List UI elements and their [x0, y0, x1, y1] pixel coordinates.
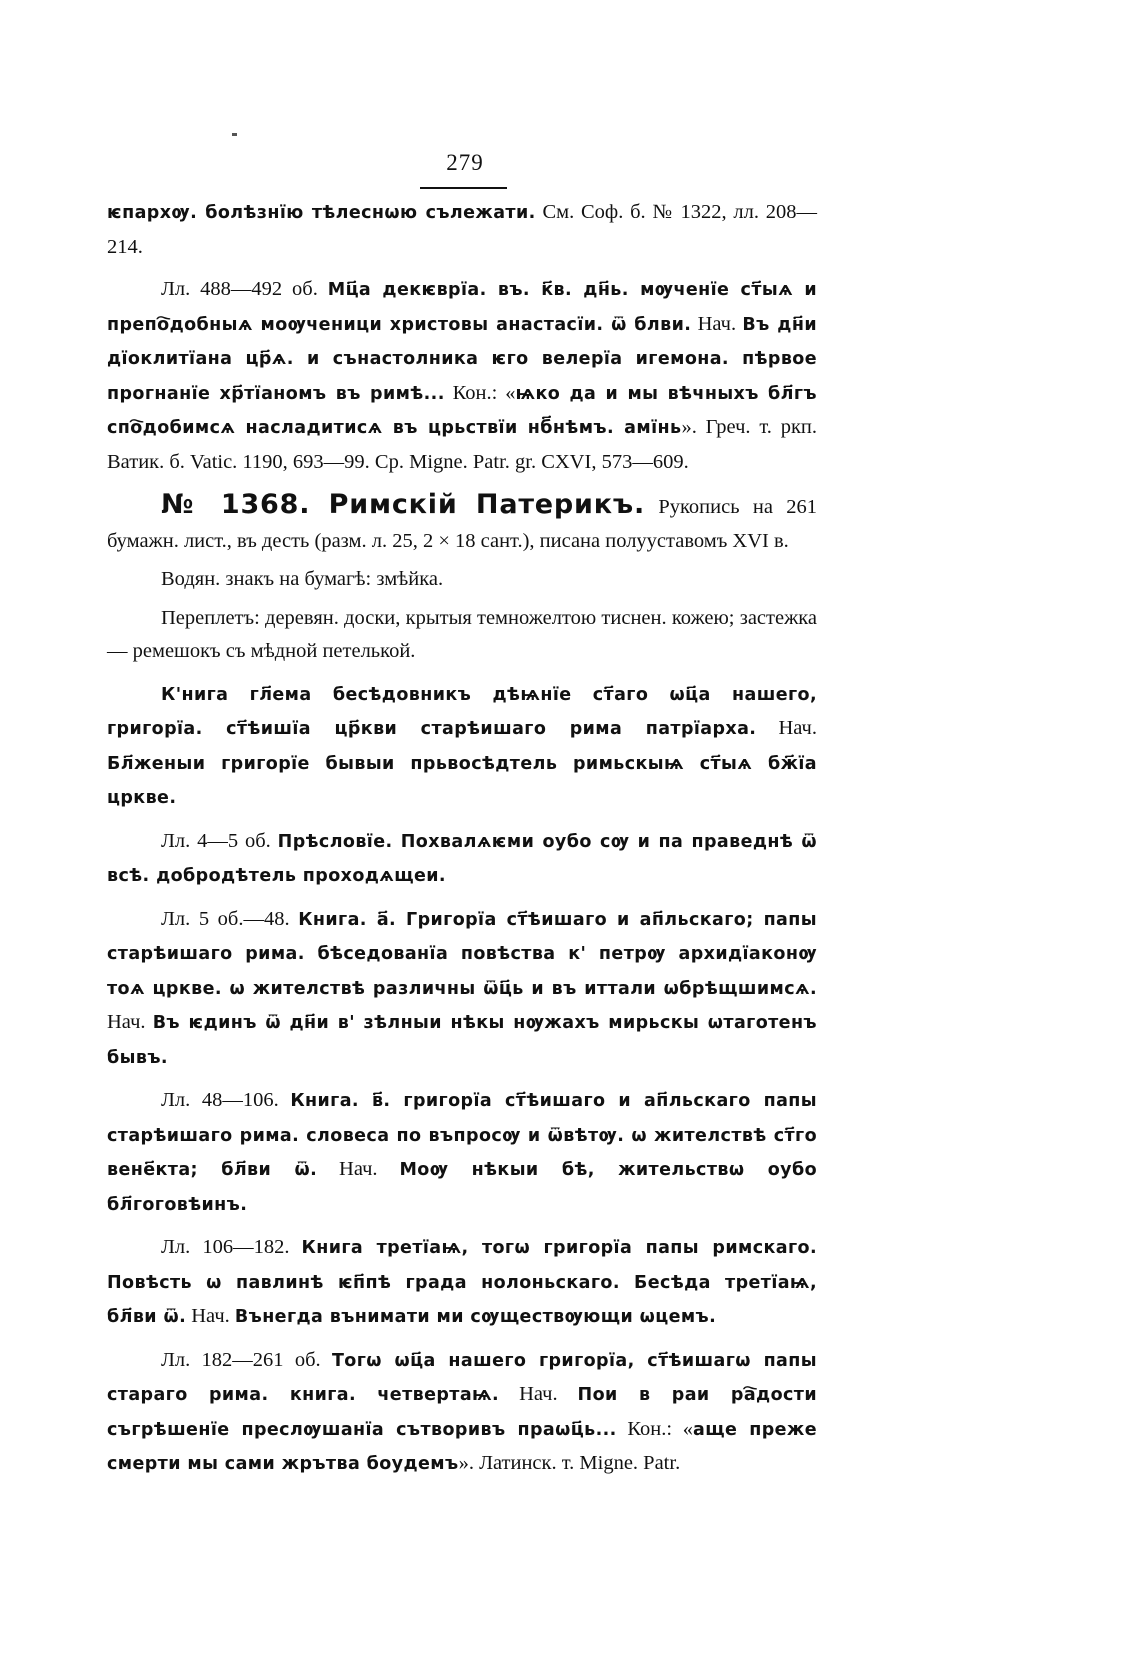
text-run: Кон.: «: [616, 1417, 693, 1440]
entry-1368-heading-paragraph: [107, 488, 817, 558]
text-run: Водян. знакъ на бумагѣ: змѣйка.: [161, 568, 444, 590]
main-text: [107, 196, 817, 1491]
church-slavonic-run: ѩко да и мы вѣчныхъ бл҃гъ спо҇добимсѧ насладитисѧ въ црьствїи нб҃нѣмъ. амїнь: [107, 383, 817, 438]
text-run: См. Соф. б. № 1322, лл. 208—214.: [107, 201, 817, 258]
church-slavonic-run: Вънегда вънимати ми сѹществѹющи ѡцемъ.: [234, 1307, 717, 1327]
text-run: Лл. 4—5 об.: [161, 829, 278, 852]
paragraph-book-2: [107, 1084, 817, 1222]
church-slavonic-run: Мц҃а декѥврїа. въ. к҃в. дн҃ь. мѹченїе ст҃ыѧ и препо҇добныѧ моѹченици христовы анастасїи. ѿ блви.: [107, 280, 817, 335]
text-run: Лл. 488—492 об.: [161, 278, 328, 300]
paragraph-watermark: [107, 563, 817, 597]
text-run: Нач.: [317, 1158, 400, 1180]
church-slavonic-run: Пои в раи ра҇дости съгрѣшенїе преслѹшанїа сътворивъ праѡц҃ь...: [107, 1385, 817, 1440]
paragraph-binding: [107, 602, 817, 669]
text-run: ». Греч. т. ркп. Ватик. б. Vatic. 1190, 693—99. Ср. Migne. Patr. gr. CXVI, 573—609.: [107, 416, 818, 473]
church-slavonic-run: ѥпархѹ. болѣзнїю тѣлеснѡю сълежати.: [107, 203, 536, 223]
text-run: Переплетъ: деревян. доски, крытыя темножелтою тиснен. кожею; застежка — ремешокъ съ мѣдной петелькой.: [107, 606, 817, 662]
paragraph-book-4: [107, 1344, 817, 1482]
church-slavonic-run: Тогѡ ѡц҃а нашего григорїа, ст҃ѣишагѡ папы стараго рима. книга. четвертаѩ.: [107, 1350, 817, 1405]
paragraph-book-1: [107, 903, 817, 1076]
church-slavonic-run: аще преже смерти мы сами жрътва боудемъ: [107, 1419, 817, 1474]
church-slavonic-run: Моѹ нѣкыи бѣ, жительствѡ оубо бл҃гоговѣинъ.: [107, 1160, 817, 1215]
text-run: Рукопись на 261 бумажн. лист., въ десть (разм. л. 25, 2 × 18 сант.), писана полууставомъ XVI в.: [107, 496, 818, 552]
text-run: ». Латинск. т. Migne. Patr.: [458, 1452, 681, 1474]
church-slavonic-run: Въ дн҃и дїоклитїана цр҃ѧ. и сънастолника ѥго велерїа игемона. пѣрвое прогнанїе хр҃тїаномъ въ римѣ...: [107, 314, 817, 404]
paragraph-1: [107, 196, 817, 264]
paragraph-title: [107, 678, 817, 816]
text-run: Лл. 48—106.: [161, 1089, 291, 1111]
text-run: Лл. 182—261 об.: [161, 1348, 332, 1371]
text-run: Кон.: «: [444, 381, 516, 404]
text-run: Лл. 106—182.: [161, 1236, 302, 1258]
text-run: Лл. 5 об.—48.: [161, 907, 299, 930]
text-run: Нач.: [756, 717, 817, 739]
church-slavonic-run: Книга третїаѩ, тогѡ григорїа папы римскаго. Повѣсть ѡ павлинѣ ѥп҃пѣ града нолоньскаго. Бесѣда третїаѩ, бл҃ви ѿ.: [107, 1238, 818, 1327]
paragraph-preface: [107, 825, 817, 894]
paragraph-2: [107, 273, 817, 479]
page-number-rule: [420, 187, 507, 189]
church-slavonic-run: К'нига гл҃ема бесѣдовникъ дѣѩнїе ст҃аго ѡц҃а нашего, григорїа. ст҃ѣишїа цр҃кви старѣишаго рима патрїарха.: [107, 684, 817, 739]
text-run: Нач.: [186, 1305, 235, 1327]
paragraph-book-3: [107, 1231, 817, 1335]
text-run: Нач.: [499, 1383, 578, 1405]
print-speck: [232, 133, 237, 136]
church-slavonic-run: Въ ѥдинъ ѿ дн҃и в' зѣлныи нѣкы нѹжахъ мирьскы ѡтаготенъ бывъ.: [107, 1013, 817, 1068]
entry-heading: № 1368. Римскій Патерикъ.: [161, 489, 646, 520]
church-slavonic-run: Книга. а҃. Григорїа ст҃ѣишаго и ап҃льскаго; папы старѣишаго рима. бѣседованїа повѣства к' петрѹ архидїаконѹ тоѧ цркве. ѡ жителствѣ различны ѿц҃ь и въ иттали ѡбрѣщшимсѧ.: [107, 909, 817, 999]
church-slavonic-run: Книга. в҃. григорїа ст҃ѣишаго и ап҃льскаго папы старѣишаго рима. словеса по въпросѹ и ѿвѣтѹ. ѡ жителствѣ ст҃го вене҃кта; бл҃ви ѿ.: [107, 1091, 817, 1180]
page-number: 279: [446, 150, 484, 175]
church-slavonic-run: Бл҃женыи григорїе бывыи прьвосѣдтель римьскыѩ ст҃ыѧ бж҃їа цркве.: [107, 753, 817, 808]
church-slavonic-run: Прѣсловїе. Похвалѧѥми оубо сѹ и па праведнѣ ѿ всѣ. добродѣтель проходѧщеи.: [107, 831, 817, 886]
text-run: Нач.: [691, 312, 743, 335]
text-run: Нач.: [107, 1011, 153, 1033]
